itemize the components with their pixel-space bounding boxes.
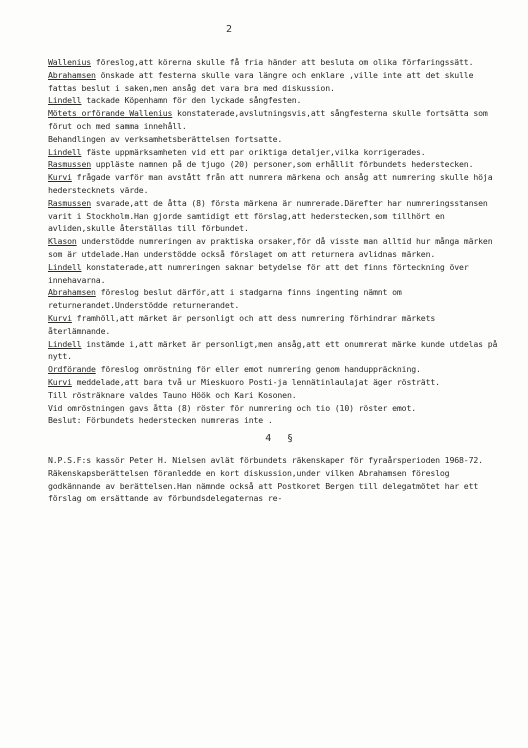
section-heading xyxy=(48,433,500,446)
speaker-name: Lindell xyxy=(48,338,82,349)
speaker-name: Lindell xyxy=(48,95,82,106)
minutes-paragraph xyxy=(48,389,500,402)
speaker-name: Mötets orförande Wallenius xyxy=(48,108,173,119)
minutes-paragraph xyxy=(48,94,500,107)
minutes-paragraph xyxy=(48,363,500,376)
minutes-paragraph xyxy=(48,133,500,146)
paragraph-text: meddelade,att bara två ur Mieskuoro Posti-ja lennätinlaulajat äger rösträtt. xyxy=(71,376,440,387)
paragraph-text: Vid omröstningen gavs åtta (8) röster för numrering och tio (10) röster emot. xyxy=(48,402,417,413)
paragraph-text: Till rösträknare valdes Tauno Höök och Kari Kosonen. xyxy=(48,389,297,400)
minutes-paragraph xyxy=(48,158,500,171)
minutes-paragraph xyxy=(48,454,500,467)
paragraph-text: svarade,att de åtta (8) första märkena är numrerade.Därefter har numreringsstansen varit i Stockholm.Han gjorde samtidigt ett förslag,att hederstecken,som tillhört en avliden,skulle återställas till förbundet. xyxy=(48,197,488,234)
minutes-body xyxy=(48,56,500,505)
minutes-paragraph xyxy=(48,171,500,197)
minutes-paragraph xyxy=(48,312,500,338)
minutes-paragraph xyxy=(48,235,500,261)
paragraph-text: Beslut: Förbundets hederstecken numreras inte . xyxy=(48,415,273,426)
speaker-name: Ordförande xyxy=(48,364,96,375)
minutes-entries-after-section xyxy=(48,454,500,505)
paragraph-text: instämde i,att märket är personligt,men ansåg,att ett onumrerat märke kunde utdelas på nytt. xyxy=(48,338,498,362)
speaker-name: Kurvi xyxy=(48,172,72,183)
paragraph-text: understödde numreringen av praktiska orsaker,för då visste man alltid hur många märken som är utdelade.Han understödde också förslaget om att returnera avlidnas märken. xyxy=(48,236,493,259)
speaker-name: Abrahamsen xyxy=(48,69,96,80)
minutes-paragraph xyxy=(48,107,500,133)
speaker-name: Abrahamsen xyxy=(48,287,96,298)
minutes-paragraph xyxy=(48,338,500,364)
speaker-name: Rasmussen xyxy=(48,197,92,208)
minutes-paragraph xyxy=(48,197,500,235)
speaker-name: Kurvi xyxy=(48,376,72,387)
page-number: 2 xyxy=(226,24,233,35)
speaker-name: Lindell xyxy=(48,261,82,272)
paragraph-text: frågade varför man avstått från att numrera märkena och ansåg att numrering skulle höja hederstecknets värde. xyxy=(48,172,493,195)
minutes-entries xyxy=(48,56,500,427)
minutes-paragraph xyxy=(48,261,500,287)
speaker-name: Klason xyxy=(48,236,77,247)
speaker-name: Rasmussen xyxy=(48,159,92,170)
paragraph-text: föreslog omröstning för eller emot numrering genom handuppräckning. xyxy=(95,364,421,375)
minutes-paragraph xyxy=(48,467,500,505)
speaker-name: Lindell xyxy=(48,146,82,157)
paragraph-text: fäste uppmärksamheten vid ett par oriktiga detaljer,vilka korrigerades. xyxy=(81,146,426,157)
paragraph-text: Behandlingen av verksamhetsberättelsen fortsatte. xyxy=(48,133,283,144)
minutes-paragraph xyxy=(48,69,500,95)
minutes-paragraph xyxy=(48,56,500,69)
speaker-name: Wallenius xyxy=(48,57,92,67)
minutes-paragraph xyxy=(48,286,500,312)
minutes-paragraph xyxy=(48,414,500,427)
minutes-paragraph xyxy=(48,376,500,389)
paragraph-text: uppläste namnen på de tjugo (20) personer,som erhållit förbundets hederstecken. xyxy=(91,159,474,170)
minutes-paragraph xyxy=(48,402,500,415)
paragraph-text: konstaterade,avslutningsvis,att sångfesterna skulle fortsätta som förut och med samma innehåll. xyxy=(48,108,488,131)
section-symbol: § xyxy=(286,433,293,445)
minutes-paragraph xyxy=(48,146,500,159)
paragraph-text: tackade Köpenhamn för den lyckade sångfesten. xyxy=(81,95,302,106)
paragraph-text: konstaterade,att numreringen saknar betydelse för att det finns förteckning över innehavarna. xyxy=(48,261,469,285)
paragraph-text: Räkenskapsberättelsen föranledde en kort diskussion,under vilken Abrahamsen föreslog godkännande av berättelsen.Han nämnde också att Postkoret Bergen till delegatmötet har ett förslag om ersättande av förbundsdelegaternas re- xyxy=(48,467,479,504)
paragraph-text: framhöll,att märket är personligt och att dess numrering förhindrar märkets återlämnande. xyxy=(48,312,436,336)
paragraph-text: önskade att festerna skulle vara längre och enklare ,ville inte att det skulle fattas beslut i saken,men ansåg det vara bra med diskussion. xyxy=(48,69,474,93)
speaker-name: Kurvi xyxy=(48,312,72,323)
paragraph-text: föreslog beslut därför,att i stadgarna finns ingenting nämnt om returnerandet.Understödde returnerandet. xyxy=(48,287,402,311)
paragraph-text: föreslog,att körerna skulle få fria händer att besluta om olika förfaringssätt. xyxy=(91,57,474,67)
paragraph-text: N.P.S.F:s kassör Peter H. Nielsen avlät förbundets räkenskaper för fyraårsperioden 1968-72. xyxy=(48,454,483,465)
section-number: 4 xyxy=(265,433,272,445)
